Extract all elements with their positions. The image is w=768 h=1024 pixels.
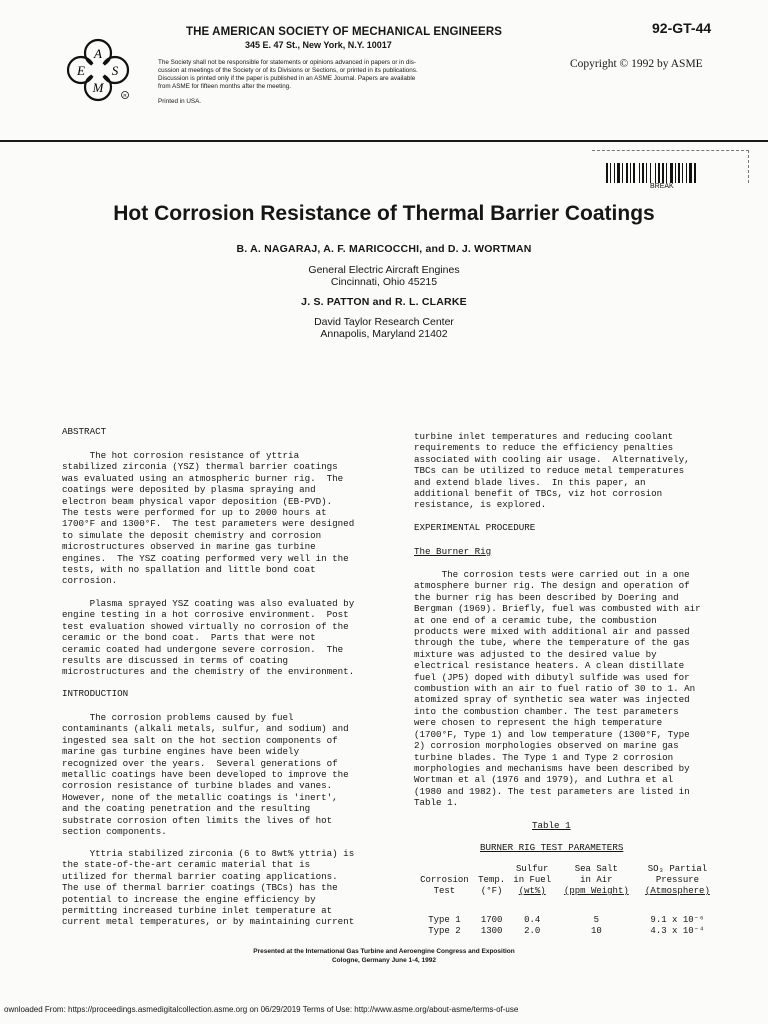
abstract-paragraph-1: [62, 450, 382, 587]
table-cell: 9.1 x 10⁻⁶: [650, 915, 705, 925]
table-cell: 0.4: [524, 915, 541, 925]
text-line: However, none of the metallic coatings is 'inert',: [62, 791, 338, 803]
authors-group-1: B. A. NAGARAJ, A. F. MARICOCCHI, and D. J. WORTMAN: [236, 243, 532, 255]
barcode-bar: [682, 163, 683, 183]
text-line: into the combustion chamber. The test parameters: [414, 705, 679, 717]
text-line: products were mixed with additional air and passed: [414, 626, 690, 638]
barcode-bar: [639, 163, 640, 183]
table-cell: Type 1: [428, 915, 461, 925]
text-line: 1700°F and 1300°F. The test parameters were designed: [62, 518, 355, 530]
text-line: Yttria stabilized zirconia (6 to 8wt% yttria) is: [62, 848, 355, 859]
text-line: associated with cooling air usage. Alternatively,: [414, 453, 690, 465]
text-line: The corrosion problems caused by fuel: [62, 712, 294, 723]
burner-rig-table: [414, 864, 718, 937]
header-divider: [0, 140, 768, 142]
text-line: electron beam physical vapor deposition (EB-PVD).: [62, 495, 333, 507]
text-line: morphologies and mechanisms have been described by: [414, 762, 690, 774]
text-line: at one end of a ceramic tube, the combustion: [414, 614, 657, 626]
barcode-bar: [689, 163, 692, 183]
barcode-bar: [606, 163, 608, 183]
barcode-bar: [666, 163, 667, 183]
text-line: coatings were deposited by plasma spraying and: [62, 484, 316, 496]
text-line: stabilized zirconia (YSZ) thermal barrier coatings: [62, 461, 338, 473]
text-line: tests, with no spallation and little bond coat: [62, 564, 316, 576]
text-line: mixture was adjusted to the desired value by: [414, 648, 657, 660]
table-header-cell: SO₃ Partial Pressure (Atmosphere): [645, 864, 710, 896]
text-line: current metal temperatures, or by maintaining current: [62, 916, 355, 928]
affiliation-2: David Taylor Research Center Annapolis, Maryland 21402: [314, 316, 454, 340]
barcode-bar: [675, 163, 676, 183]
table-cell: 2.0: [524, 926, 541, 936]
text-line: combustion with an air to fuel ratio of 30 to 1. An: [414, 683, 696, 695]
barcode-bar: [617, 163, 620, 183]
text-line: engines. The YSZ coating performed very well in the: [62, 552, 349, 564]
table-header-cell: Temp. (°F): [478, 875, 506, 896]
text-line: microstructures and the chemistry of the environment.: [62, 666, 355, 678]
barcode-bar: [678, 163, 680, 183]
text-line: potential to increase the engine efficiency by: [62, 893, 316, 905]
svg-text:M: M: [92, 80, 104, 95]
text-line: turbine inlet temperatures and reducing coolant: [414, 431, 674, 442]
text-line: Wortman et al (1976 and 1979), and Luthra et al: [414, 774, 674, 786]
abstract-paragraph-2: [62, 598, 382, 678]
barcode-bar: [658, 163, 660, 183]
text-line: and extend blade lives. In this paper, an: [414, 476, 646, 488]
abstract-heading: ABSTRACT: [62, 426, 107, 437]
barcode-bar: [686, 163, 687, 183]
barcode-bar: [650, 163, 651, 183]
conference-footer: Presented at the International Gas Turbine and Aeroengine Congress and Exposition Cologne, Germany June 1-4, 1992: [253, 948, 515, 964]
text-line: and the coating penetration and the resulting: [62, 803, 311, 815]
text-line: marine gas turbine engines have been widely: [62, 746, 300, 758]
printed-in-usa: Printed in USA.: [158, 98, 202, 105]
table-cell: 4.3 x 10⁻⁴: [650, 926, 705, 936]
text-line: metallic coatings have been developed to improve the: [62, 769, 349, 781]
barcode-bar: [662, 163, 664, 183]
barcode-bar: [626, 163, 628, 183]
text-line: electrical resistance heaters. A clean distillate: [414, 660, 685, 672]
text-line: ceramic coated had undergone severe corrosion. The: [62, 643, 344, 655]
affiliation-1: General Electric Aircraft Engines Cincinnati, Ohio 45215: [308, 264, 460, 288]
text-line: the state-of-the-art ceramic material that is: [62, 859, 311, 871]
barcode-bar: [630, 163, 631, 183]
barcode-bar: [646, 163, 647, 183]
text-line: The use of thermal barrier coatings (TBCs) has the: [62, 882, 338, 894]
text-line: fuel (JP5) doped with dibutyl sulfide was used for: [414, 671, 690, 683]
text-line: atmosphere burner rig. The design and operation of: [414, 580, 690, 592]
introduction-paragraph-1: [62, 712, 382, 837]
table-cell: 5: [593, 915, 600, 925]
table-cell: 10: [590, 926, 602, 936]
text-line: turbine blades. The Type 1 and Type 2 corrosion: [414, 751, 674, 763]
svg-text:E: E: [77, 63, 85, 78]
paper-title: Hot Corrosion Resistance of Thermal Barrier Coatings: [113, 202, 655, 225]
table-header-cell: Sea Salt in Air (ppm Weight): [563, 864, 629, 896]
text-line: permitting increased turbine inlet temperature at: [62, 905, 333, 917]
text-line: requirements to reduce the efficiency penalties: [414, 442, 674, 454]
text-line: 2) corrosion morphologies observed on marine gas: [414, 740, 679, 752]
disclaimer-text: The Society shall not be responsible for statements or opinions advanced in papers or in dis- cussion at meetings of the Society or of its Divisions or Sections, or printed in its publications. Discussion is printed only if the paper is published in an ASME Journal. Papers are available from ASME for fifteen months after the meeting.: [158, 59, 418, 90]
introduction-paragraph-2: [62, 848, 382, 928]
table-row: [414, 915, 718, 926]
text-line: results are discussed in terms of coating: [62, 655, 289, 667]
burner-rig-paragraph: [414, 569, 734, 809]
copyright-notice: Copyright © 1992 by ASME: [570, 58, 703, 70]
text-line: the burner rig has been described by Doering and: [414, 591, 679, 603]
text-line: corrosion resistance of turbine blades and vanes.: [62, 780, 333, 792]
text-line: to simulate the deposit chemistry and corrosion: [62, 529, 322, 541]
table-number: Table 1: [532, 820, 571, 831]
text-line: were chosen to represent the high temperature: [414, 717, 663, 729]
barcode-icon: [606, 163, 718, 183]
continued-paragraph: [414, 431, 734, 511]
text-line: The tests were performed for up to 2000 hours at: [62, 507, 327, 519]
barcode-bar: [642, 163, 644, 183]
download-notice: ownloaded From: https://proceedings.asmedigitalcollection.asme.org on 06/29/2019 Terms of Use: http://www.asme.org/about-asme/terms-of-use: [4, 1005, 519, 1014]
text-line: (1980 and 1982). The test parameters are listed in: [414, 785, 690, 797]
table-cell: 1700: [480, 915, 503, 925]
text-line: substrate corrosion often limits the lives of hot: [62, 814, 333, 826]
text-line: The hot corrosion resistance of yttria: [62, 450, 300, 461]
text-line: section components.: [62, 826, 167, 838]
text-line: contaminants (alkali metals, sulfur, and sodium) and: [62, 723, 349, 735]
text-line: atomized spray of synthetic sea water was injected: [414, 694, 690, 706]
table-cell: Type 2: [428, 926, 461, 936]
text-line: Bergman (1969). Briefly, fuel was combusted with air: [414, 603, 701, 615]
society-name: THE AMERICAN SOCIETY OF MECHANICAL ENGINEERS: [186, 26, 502, 38]
text-line: corrosion.: [62, 575, 118, 587]
table-row: [414, 926, 718, 937]
text-line: ceramic or the bond coat. Parts that were not: [62, 632, 316, 644]
barcode-bar: [610, 163, 611, 183]
asme-logo-icon: [64, 36, 132, 104]
text-line: recognized over the years. Several generations of: [62, 757, 338, 769]
text-line: test evaluation showed virtually no corrosion of the: [62, 620, 349, 632]
barcode-bar: [694, 163, 696, 183]
text-line: through the tube, where the temperature of the gas: [414, 637, 690, 649]
barcode-bar: [622, 163, 623, 183]
text-line: engine testing in a hot corrosive environment. Post: [62, 609, 349, 621]
authors-group-2: J. S. PATTON and R. L. CLARKE: [301, 296, 467, 308]
table-header-cell: Sulfur in Fuel (wt%): [513, 864, 552, 896]
table-cell: 1300: [480, 926, 503, 936]
svg-text:A: A: [94, 46, 102, 61]
text-line: The corrosion tests were carried out in a one: [414, 569, 690, 580]
experimental-procedure-heading: EXPERIMENTAL PROCEDURE: [414, 522, 536, 533]
table-header-cell: Corrosion Test: [420, 875, 469, 896]
barcode-bar: [633, 163, 635, 183]
text-line: microstructures observed in marine gas turbine: [62, 541, 316, 553]
barcode-bar: [655, 163, 656, 183]
text-line: was evaluated using an atmospheric burner rig. The: [62, 472, 344, 484]
paper-number: 92-GT-44: [652, 20, 712, 36]
text-line: Table 1.: [414, 797, 459, 809]
text-line: TBCs can be utilized to reduce metal temperatures: [414, 465, 685, 477]
text-line: utilized for thermal barrier coating applications.: [62, 870, 338, 882]
text-line: (1700°F, Type 1) and low temperature (1300°F, Type: [414, 728, 690, 740]
barcode-bar: [670, 163, 673, 183]
barcode-bar: [614, 163, 615, 183]
text-line: ingested sea salt on the hot section components of: [62, 734, 338, 746]
barcode-label: BREAK: [650, 183, 674, 190]
burner-rig-heading: The Burner Rig: [414, 546, 492, 557]
text-line: additional benefit of TBCs, viz hot corrosion: [414, 488, 663, 500]
svg-text:R: R: [123, 93, 127, 98]
text-line: Plasma sprayed YSZ coating was also evaluated by: [62, 598, 355, 609]
svg-text:S: S: [111, 63, 119, 78]
table-title: BURNER RIG TEST PARAMETERS: [480, 842, 624, 853]
society-address: 345 E. 47 St., New York, N.Y. 10017: [245, 40, 392, 50]
text-line: resistance, is explored.: [414, 499, 547, 511]
introduction-heading: INTRODUCTION: [62, 688, 129, 699]
